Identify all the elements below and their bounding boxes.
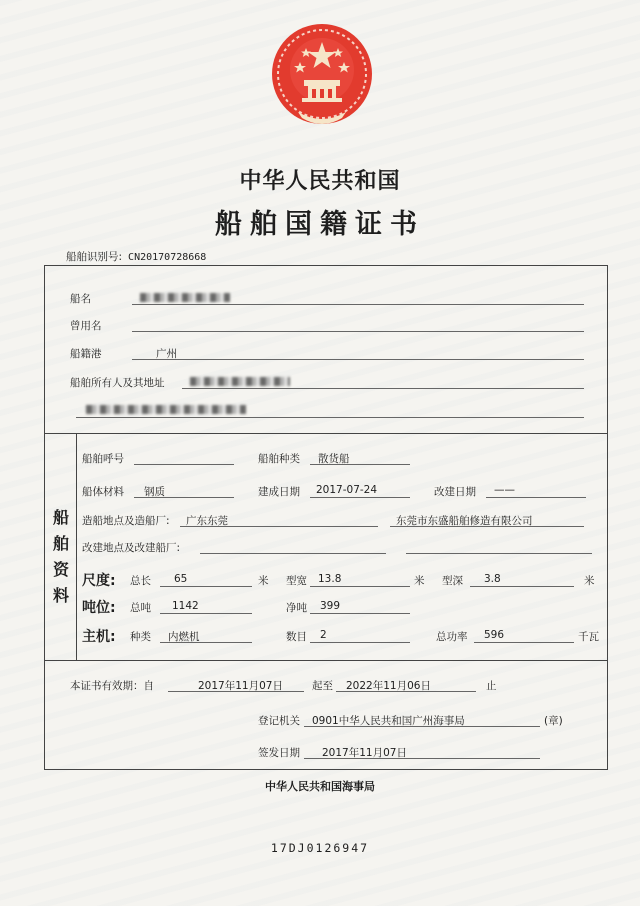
dimensions-label: 尺度:: [82, 573, 116, 589]
depth-label: 型深: [442, 575, 463, 587]
port-value: 广州: [156, 348, 177, 360]
engine-type-label: 种类: [130, 631, 151, 643]
rebuild-yard-line: [406, 553, 592, 554]
engine-type-value: 内燃机: [168, 631, 200, 643]
address-line: [76, 417, 584, 418]
engine-count-value: 2: [320, 629, 327, 641]
beam-label: 型宽: [286, 575, 307, 587]
authority-value: 0901中华人民共和国广州海事局: [312, 715, 465, 727]
redacted-owner: [190, 377, 290, 386]
power-line: [474, 642, 574, 643]
ship-id-value: CN20170728668: [128, 252, 207, 263]
ship-data-side-label: 船 舶 资 料: [52, 508, 69, 605]
build-date-value: 2017-07-24: [316, 484, 378, 496]
serial-number: 17DJ0126947: [270, 841, 370, 855]
issue-date-label: 签发日期: [258, 747, 300, 759]
net-tonnage-line: [310, 613, 410, 614]
call-sign-label: 船舶呼号: [82, 453, 124, 465]
ship-type-value: 散货船: [318, 453, 350, 465]
authority-label: 登记机关: [258, 715, 300, 727]
depth-line: [470, 586, 574, 587]
validity-to: 2022年11月06日: [346, 680, 431, 692]
depth-unit: 米: [584, 575, 595, 587]
divider-owner: [44, 433, 608, 434]
issue-date-line: [304, 758, 540, 759]
length-value: 65: [174, 573, 188, 585]
shipyard-line: [390, 526, 584, 527]
engine-count-line: [310, 642, 410, 643]
redacted-ship-name: [140, 293, 230, 302]
side-column-divider: [76, 433, 77, 660]
beam-value: 13.8: [318, 573, 342, 585]
gross-tonnage-line: [160, 613, 252, 614]
build-place-label: 造船地点及造船厂:: [82, 515, 170, 527]
net-tonnage-label: 净吨: [286, 602, 307, 614]
length-unit: 米: [258, 575, 269, 587]
country-title: 中华人民共和国: [239, 169, 401, 194]
redacted-address: [86, 405, 246, 414]
build-date-label: 建成日期: [258, 486, 300, 498]
owner-line: [182, 388, 584, 389]
power-label: 总功率: [436, 631, 468, 643]
hull-material-value: 钢质: [144, 486, 165, 498]
depth-value: 3.8: [484, 573, 501, 585]
ship-name-label: 船名: [70, 293, 91, 305]
call-sign-line: [134, 464, 234, 465]
national-emblem-icon: [268, 18, 376, 130]
ship-id-label: 船舶识别号:: [66, 251, 123, 263]
issue-date-value: 2017年11月07日: [322, 747, 407, 759]
port-label: 船籍港: [70, 348, 102, 360]
validity-label: 本证书有效期：自: [70, 680, 154, 692]
ship-id-row: [66, 249, 206, 264]
build-place-line: [180, 526, 378, 527]
rebuild-date-line: [486, 497, 586, 498]
validity-to-label: 起至: [312, 680, 333, 692]
ship-type-label: 船舶种类: [258, 453, 300, 465]
net-tonnage-value: 399: [320, 600, 341, 612]
rebuild-place-label: 改建地点及改建船厂:: [82, 542, 181, 554]
power-unit: 千瓦: [578, 631, 599, 643]
validity-end: 止: [486, 680, 497, 692]
port-line: [132, 359, 584, 360]
build-place-value: 广东东莞: [186, 515, 228, 527]
hull-material-line: [134, 497, 234, 498]
divider-validity: [44, 660, 608, 661]
engine-count-label: 数目: [286, 631, 307, 643]
length-line: [160, 586, 252, 587]
tonnage-label: 吨位:: [82, 600, 116, 616]
hull-material-label: 船体材料: [82, 486, 124, 498]
validity-to-line: [336, 691, 476, 692]
ship-type-line: [310, 464, 410, 465]
engine-label: 主机:: [82, 629, 116, 645]
build-date-line: [310, 497, 410, 498]
certificate-title: 船舶国籍证书: [215, 209, 425, 240]
authority-line: [304, 726, 540, 727]
beam-unit: 米: [414, 575, 425, 587]
power-value: 596: [484, 629, 505, 641]
shipyard-value: 东莞市东盛船舶修造有限公司: [396, 515, 533, 527]
engine-type-line: [160, 642, 252, 643]
former-name-label: 曾用名: [70, 320, 102, 332]
rebuild-date-value: ——: [494, 484, 515, 496]
ship-name-line: [132, 304, 584, 305]
rebuild-place-line: [200, 553, 386, 554]
issuer-name: 中华人民共和国海事局: [265, 780, 375, 793]
former-name-line: [132, 331, 584, 332]
length-label: 总长: [130, 575, 151, 587]
rebuild-date-label: 改建日期: [434, 486, 476, 498]
owner-label: 船舶所有人及其地址: [70, 377, 165, 389]
validity-from-line: [168, 691, 304, 692]
gross-tonnage-label: 总吨: [130, 602, 151, 614]
validity-from: 2017年11月07日: [198, 680, 283, 692]
beam-line: [310, 586, 410, 587]
gross-tonnage-value: 1142: [172, 600, 199, 612]
seal-label: (章): [544, 715, 563, 727]
